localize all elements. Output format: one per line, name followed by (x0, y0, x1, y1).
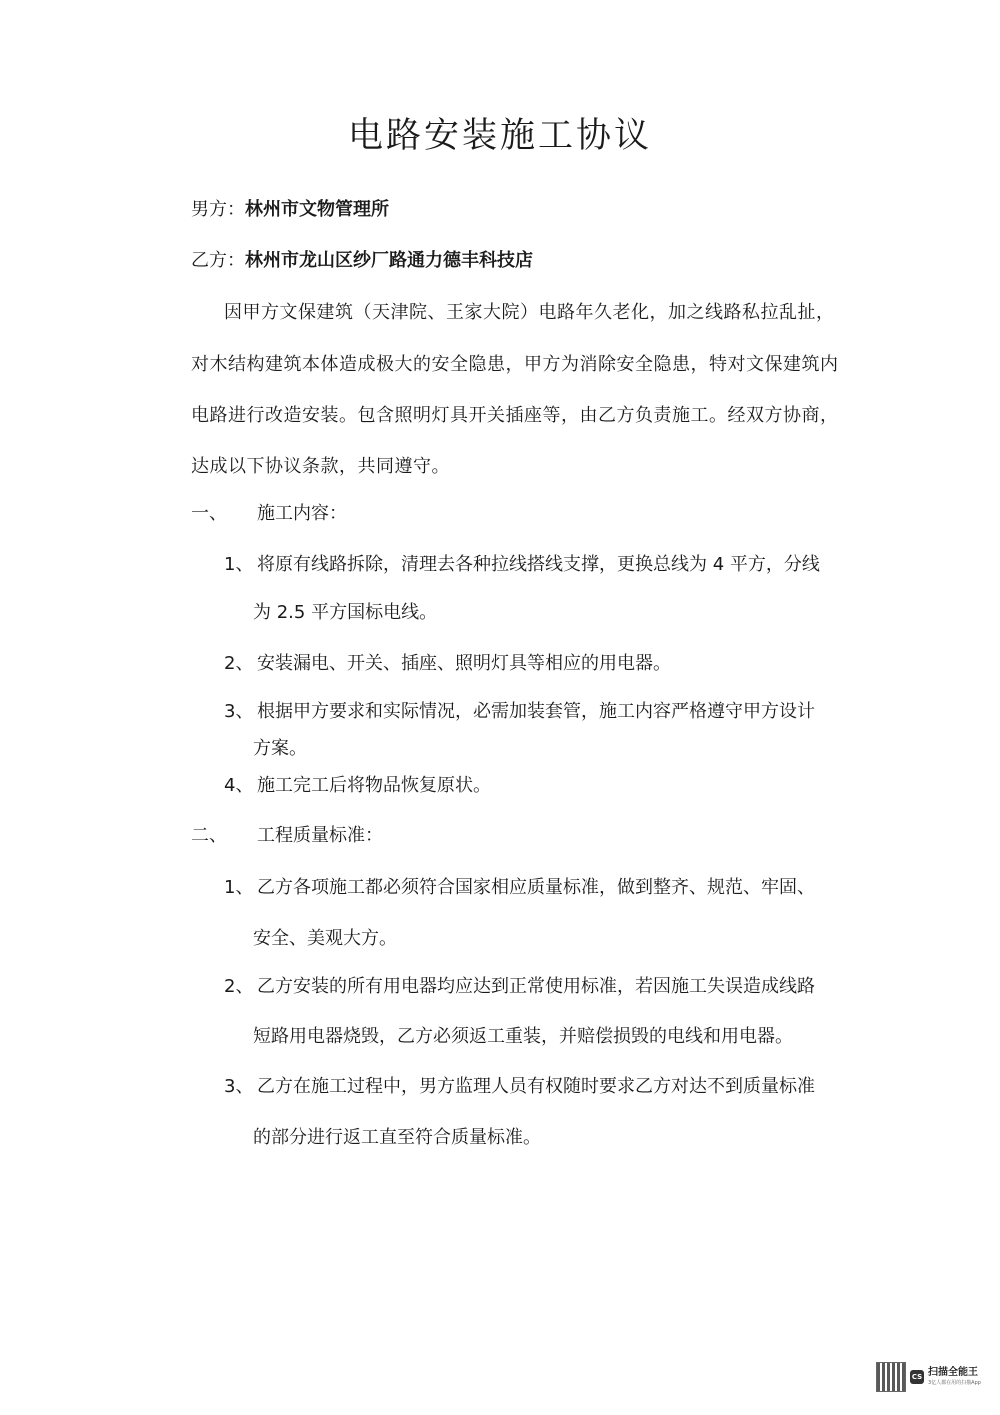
section-number: 二、 (191, 825, 227, 846)
section-title: 施工内容： (257, 503, 347, 524)
item-text: 乙方各项施工都必须符合国家相应质量标准，做到整齐、规范、牢固、 (257, 877, 815, 898)
camscanner-logo-icon: CS (910, 1370, 924, 1384)
item-continuation: 安全、美观大方。 (253, 928, 397, 949)
document-title: 电路安装施工协议 (347, 116, 652, 156)
scanner-watermark (876, 1362, 986, 1392)
item-number: 2、 (224, 976, 254, 997)
intro-line: 对木结构建筑本体造成极大的安全隐患，甲方为消除安全隐患，特对文保建筑内 (191, 354, 839, 375)
item-continuation: 方案。 (253, 738, 307, 759)
item-text: 安装漏电、开关、插座、照明灯具等相应的用电器。 (257, 653, 671, 674)
section-heading-1 (191, 499, 347, 525)
party-a-line (191, 195, 389, 221)
watermark-text (928, 1367, 981, 1387)
watermark-app-name: 扫描全能王 (928, 1367, 978, 1378)
intro-line: 电路进行改造安装。包含照明灯具开关插座等，由乙方负责施工。经双方协商， (191, 405, 839, 426)
item-text: 乙方在施工过程中，男方监理人员有权随时要求乙方对达不到质量标准 (257, 1076, 815, 1097)
item-continuation: 为 2.5 平方国标电线。 (253, 602, 438, 623)
item-text: 根据甲方要求和实际情况，必需加装套管，施工内容严格遵守甲方设计 (257, 701, 815, 722)
item-continuation: 的部分进行返工直至符合质量标准。 (253, 1127, 541, 1148)
item-number: 2、 (224, 653, 254, 674)
intro-line: 达成以下协议条款，共同遵守。 (191, 456, 450, 477)
section-number: 一、 (191, 503, 227, 524)
party-b-label: 乙方： (191, 250, 245, 271)
party-b-name: 林州市龙山区纱厂路通力德丰科技店 (245, 250, 533, 271)
item-text: 将原有线路拆除，清理去各种拉线搭线支撑，更换总线为 4 平方，分线 (257, 554, 820, 575)
party-a-label: 男方： (191, 199, 245, 220)
section-title: 工程质量标准： (257, 825, 383, 846)
item-number: 4、 (224, 775, 254, 796)
item-number: 1、 (224, 877, 254, 898)
item-number: 3、 (224, 1076, 254, 1097)
qr-code-icon (876, 1362, 906, 1392)
item-number: 3、 (224, 701, 254, 722)
section-heading-2 (191, 821, 383, 847)
party-b-line (191, 246, 533, 272)
party-a-name: 林州市文物管理所 (245, 199, 389, 220)
intro-line: 因甲方文保建筑（天津院、王家大院）电路年久老化，加之线路私拉乱扯， (224, 302, 835, 323)
item-continuation: 短路用电器烧毁，乙方必须返工重装，并赔偿损毁的电线和用电器。 (253, 1026, 793, 1047)
item-number: 1、 (224, 554, 254, 575)
item-text: 乙方安装的所有用电器均应达到正常使用标准，若因施工失误造成线路 (257, 976, 815, 997)
watermark-tagline: 3亿人都在用的扫描App (928, 1380, 981, 1386)
item-text: 施工完工后将物品恢复原状。 (257, 775, 491, 796)
